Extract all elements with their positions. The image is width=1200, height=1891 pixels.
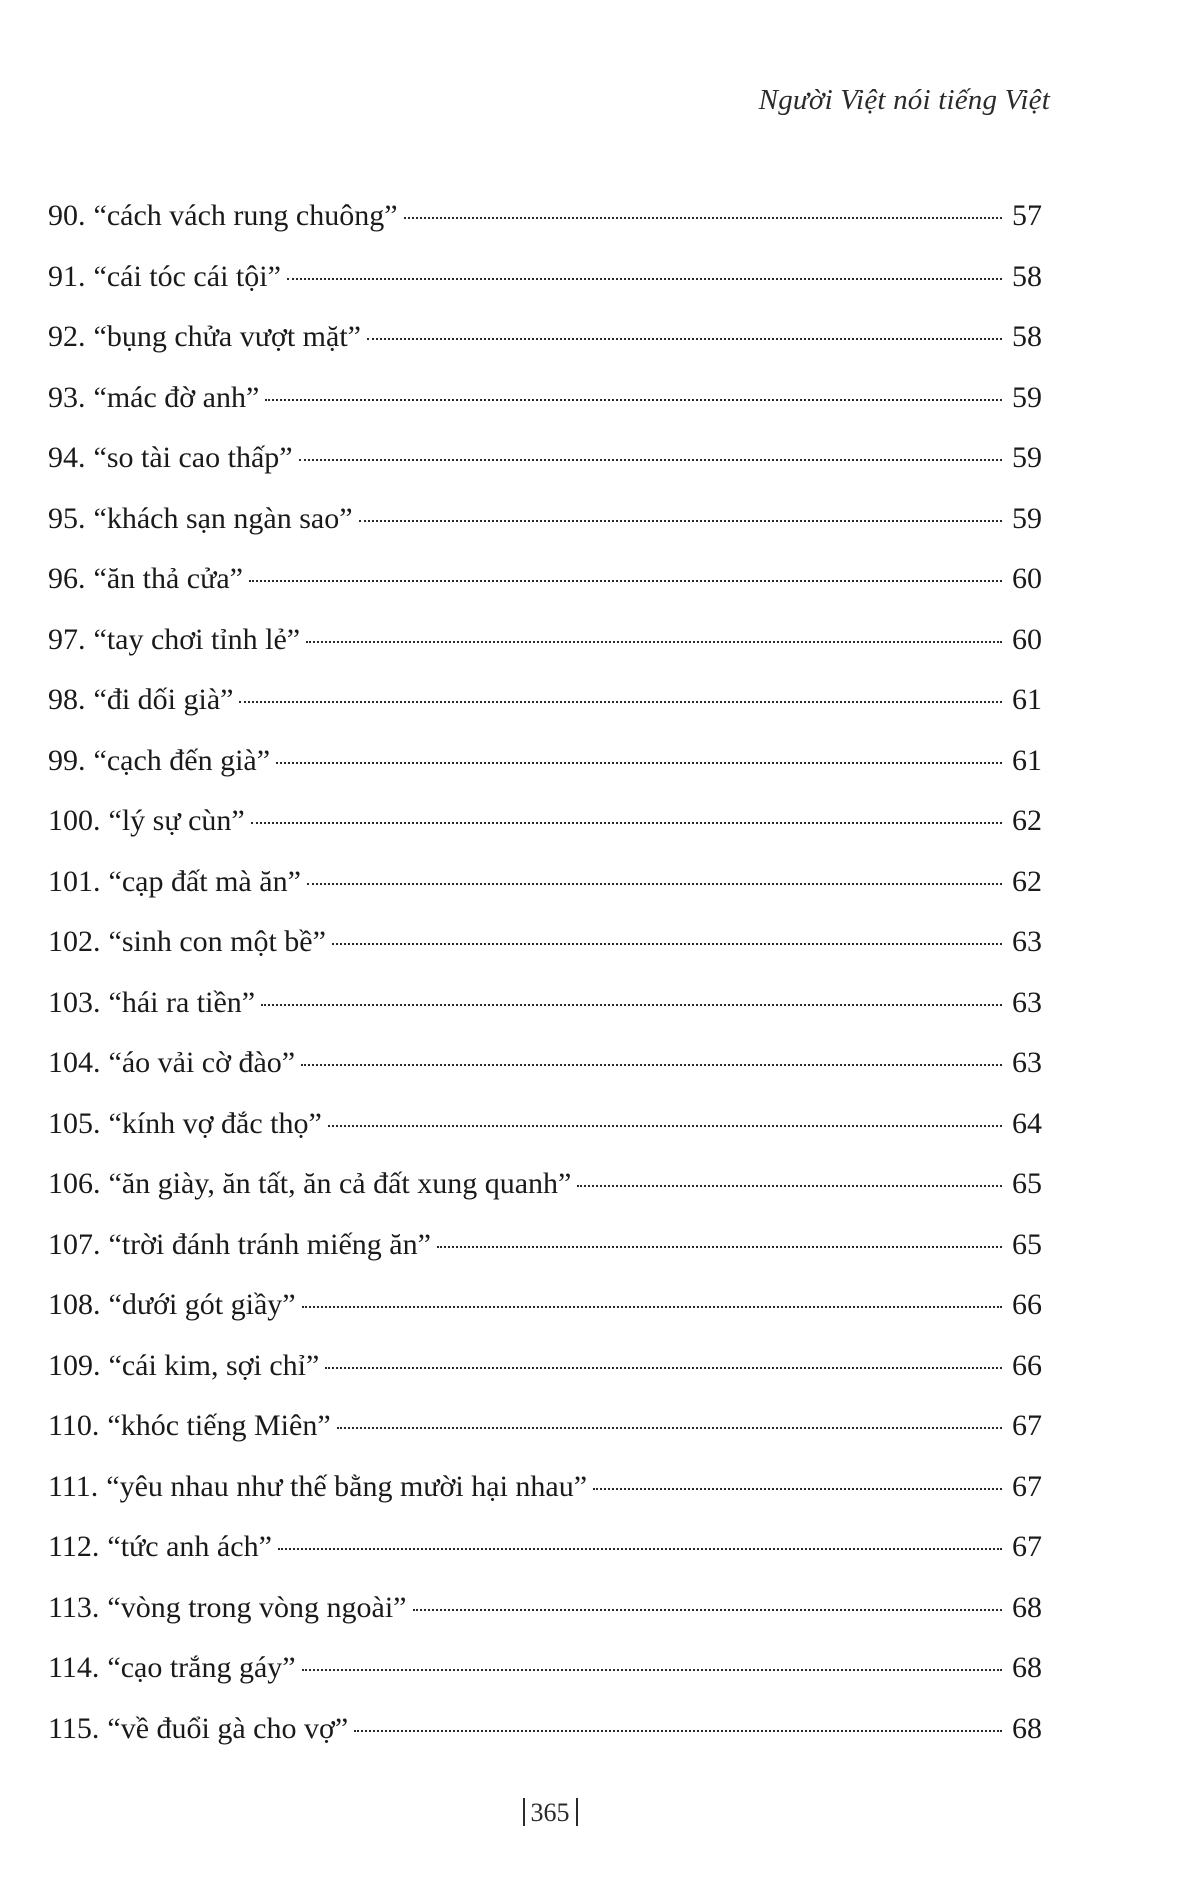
dot-leader	[276, 762, 1002, 764]
dot-leader	[278, 1548, 1002, 1550]
toc-entry	[48, 852, 1042, 913]
toc-entry-title: “cách vách rung chuông”	[93, 199, 398, 232]
toc-entry-page: 68	[1012, 1711, 1042, 1745]
toc-entry-page: 63	[1012, 925, 1042, 958]
toc-entry-title: “khóc tiếng Miên”	[107, 1409, 331, 1442]
toc-entry	[48, 549, 1042, 610]
toc-entry-page: 67	[1012, 1530, 1042, 1563]
toc-entry-number: 105.	[48, 1106, 101, 1140]
toc-entry-title: “về đuổi gà cho vợ”	[107, 1711, 349, 1745]
toc-entry-page: 67	[1012, 1409, 1042, 1442]
dot-leader	[404, 217, 1002, 219]
toc-entry-number: 101.	[48, 864, 101, 898]
toc-entry	[48, 610, 1042, 671]
toc-entry-number: 100.	[48, 804, 101, 837]
dot-leader	[265, 399, 1002, 401]
dot-leader	[413, 1609, 1003, 1611]
toc-entry-title: “ăn giày, ăn tất, ăn cả đất xung quanh”	[108, 1167, 572, 1200]
toc-entry-title: “cạch đến già”	[93, 743, 271, 777]
toc-entry	[48, 1215, 1042, 1276]
dot-leader	[301, 1064, 1002, 1066]
toc-entry-page: 66	[1012, 1288, 1042, 1321]
toc-entry	[48, 1033, 1042, 1094]
dot-leader	[307, 883, 1002, 885]
toc-entry-number: 110.	[48, 1409, 100, 1442]
toc-entry-title: “so tài cao thấp”	[93, 441, 293, 474]
toc-entry-title: “cái tóc cái tội”	[93, 259, 281, 293]
toc-entry-page: 62	[1012, 804, 1042, 837]
toc-entry-title: “mác đờ anh”	[93, 380, 260, 414]
toc-entry-number: 104.	[48, 1046, 101, 1079]
dot-leader	[367, 338, 1002, 340]
dot-leader	[328, 1125, 1002, 1127]
toc-entry-number: 96.	[48, 562, 86, 595]
toc-entry	[48, 307, 1042, 368]
toc-entry	[48, 1699, 1042, 1760]
toc-entry-title: “lý sự cùn”	[108, 804, 245, 837]
toc-entry	[48, 731, 1042, 792]
toc-entry-number: 93.	[48, 380, 86, 414]
toc-entry-number: 98.	[48, 683, 86, 716]
dot-leader	[337, 1427, 1002, 1429]
toc-entry-title: “cái kim, sợi chỉ”	[108, 1348, 320, 1382]
toc-entry-page: 65	[1012, 1167, 1042, 1200]
toc-entry-title: “hái ra tiền”	[108, 985, 256, 1019]
toc-entry-title: “đi dối già”	[93, 683, 234, 716]
toc-entry	[48, 1638, 1042, 1699]
toc-entry-page: 63	[1012, 1046, 1042, 1079]
dot-leader	[302, 1306, 1002, 1308]
toc-entry-number: 111.	[48, 1469, 99, 1503]
toc-entry	[48, 489, 1042, 550]
toc-entry-title: “tay chơi tỉnh lẻ”	[93, 622, 301, 656]
page-folio	[0, 1798, 1100, 1828]
toc-entry-title: “kính vợ đắc thọ”	[108, 1106, 322, 1140]
toc-entry-page: 68	[1012, 1590, 1042, 1624]
running-head: Người Việt nói tiếng Việt	[758, 84, 1050, 116]
toc-entry-title: “khách sạn ngàn sao”	[93, 501, 353, 535]
dot-leader	[332, 943, 1002, 945]
toc-entry-page: 59	[1012, 441, 1042, 474]
toc-entry-title: “yêu nhau như thế bằng mười hại nhau”	[106, 1469, 588, 1503]
toc-entry-page: 58	[1012, 259, 1042, 293]
toc-entry-page: 63	[1012, 985, 1042, 1019]
toc-entry	[48, 973, 1042, 1034]
folio-bar-right	[576, 1798, 578, 1826]
toc-entry-title: “ăn thả cửa”	[93, 562, 243, 595]
toc-entry	[48, 670, 1042, 731]
toc-entry	[48, 368, 1042, 429]
toc-entry-page: 61	[1012, 743, 1042, 777]
dot-leader	[239, 701, 1002, 703]
toc-entry-page: 67	[1012, 1469, 1042, 1503]
toc-entry-title: “vòng trong vòng ngoài”	[107, 1590, 407, 1624]
toc-entry-number: 113.	[48, 1590, 100, 1624]
toc-entry-title: “bụng chửa vượt mặt”	[93, 320, 361, 353]
toc-entry-number: 103.	[48, 985, 101, 1019]
toc-entry-page: 58	[1012, 320, 1042, 353]
toc-entry-number: 107.	[48, 1227, 101, 1261]
toc-entry-number: 102.	[48, 925, 101, 958]
toc-entry-title: “cạp đất mà ăn”	[108, 864, 301, 898]
toc-entry-title: “trời đánh tránh miếng ăn”	[108, 1227, 431, 1261]
toc-entry-title: “cạo trắng gáy”	[107, 1651, 296, 1684]
toc-entry	[48, 247, 1042, 308]
toc-entry	[48, 186, 1042, 247]
toc-entry-number: 94.	[48, 441, 86, 474]
toc-entry	[48, 1275, 1042, 1336]
toc-entry-number: 92.	[48, 320, 86, 353]
toc-entry-number: 112.	[48, 1530, 100, 1563]
toc-entry-number: 109.	[48, 1348, 101, 1382]
toc-entry-page: 59	[1012, 501, 1042, 535]
dot-leader	[261, 1004, 1002, 1006]
folio-bar-left	[523, 1798, 525, 1826]
toc-entry	[48, 1396, 1042, 1457]
toc-entry-page: 68	[1012, 1651, 1042, 1684]
toc-entry-title: “tức anh ách”	[107, 1530, 272, 1563]
toc-entry-title: “dưới gót giầy”	[108, 1288, 296, 1321]
toc-entry-number: 106.	[48, 1167, 101, 1200]
dot-leader	[302, 1669, 1002, 1671]
toc-entry-number: 115.	[48, 1711, 100, 1745]
toc-entry	[48, 1094, 1042, 1155]
toc-entry-page: 57	[1012, 199, 1042, 232]
toc-entry-page: 60	[1012, 562, 1042, 595]
dot-leader	[437, 1246, 1002, 1248]
toc-entry-page: 65	[1012, 1227, 1042, 1261]
toc-entry-number: 114.	[48, 1651, 100, 1684]
toc-entry	[48, 1154, 1042, 1215]
dot-leader	[287, 278, 1002, 280]
toc-entry-number: 99.	[48, 743, 86, 777]
toc-entry-page: 59	[1012, 380, 1042, 414]
toc-entry	[48, 428, 1042, 489]
dot-leader	[593, 1488, 1002, 1490]
dot-leader	[299, 459, 1002, 461]
toc-entry	[48, 1336, 1042, 1397]
toc-entry	[48, 1578, 1042, 1639]
toc-entry-number: 108.	[48, 1288, 101, 1321]
table-of-contents	[48, 186, 1042, 1759]
toc-entry	[48, 912, 1042, 973]
toc-entry-page: 64	[1012, 1106, 1042, 1140]
dot-leader	[359, 520, 1002, 522]
toc-entry-page: 60	[1012, 622, 1042, 656]
dot-leader	[306, 641, 1002, 643]
dot-leader	[325, 1367, 1002, 1369]
toc-entry-number: 91.	[48, 259, 86, 293]
toc-entry-number: 95.	[48, 501, 86, 535]
toc-entry-title: “sinh con một bề”	[108, 925, 326, 958]
toc-entry-number: 90.	[48, 199, 86, 232]
dot-leader	[251, 822, 1002, 824]
toc-entry-page: 61	[1012, 683, 1042, 716]
toc-entry-number: 97.	[48, 622, 86, 656]
page-number: 365	[530, 1798, 570, 1827]
toc-entry	[48, 1457, 1042, 1518]
toc-entry-page: 66	[1012, 1348, 1042, 1382]
toc-entry-title: “áo vải cờ đào”	[108, 1046, 296, 1079]
toc-entry	[48, 791, 1042, 852]
toc-entry-page: 62	[1012, 864, 1042, 898]
dot-leader	[354, 1730, 1002, 1732]
toc-entry	[48, 1517, 1042, 1578]
dot-leader	[249, 580, 1002, 582]
dot-leader	[577, 1185, 1002, 1187]
